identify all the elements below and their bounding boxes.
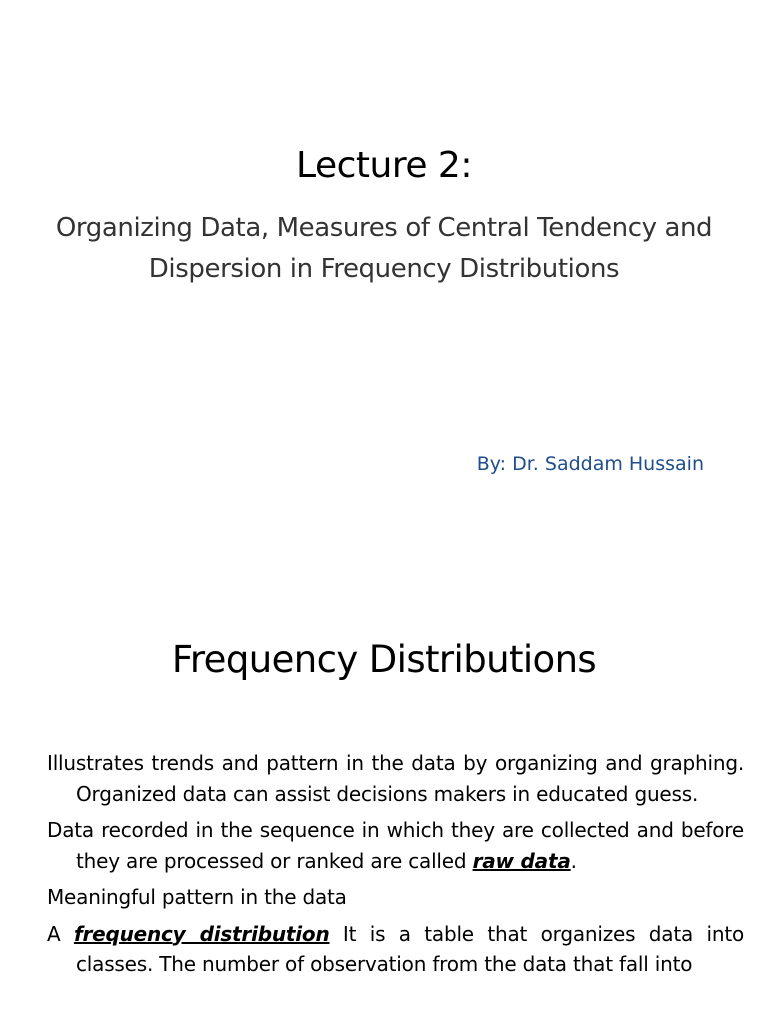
lecture-title: Lecture 2: bbox=[296, 145, 472, 186]
paragraph-text: Data recorded in the sequence in which they are collected and before they are processed or ranked are called bbox=[47, 818, 744, 873]
paragraph-text: . bbox=[570, 848, 577, 873]
section-title: Frequency Distributions bbox=[171, 638, 597, 681]
paragraph-text: A bbox=[47, 921, 74, 946]
author-credit: By: Dr. Saddam Hussain bbox=[476, 453, 704, 475]
paragraph-frequency-distribution bbox=[47, 919, 744, 980]
paragraph-trends: Illustrates trends and pattern in the data by organizing and graphing. Organized data can assist decisions makers in educated guess. bbox=[47, 751, 744, 806]
term-frequency-distribution: frequency distribution bbox=[73, 921, 330, 946]
lecture-subtitle: Organizing Data, Measures of Central Tendency and Dispersion in Frequency Distributions bbox=[55, 213, 713, 284]
paragraph-text: It is a table that organizes data into classes. The number of observation from the data that fall into bbox=[76, 921, 744, 976]
content-slide bbox=[0, 576, 768, 1024]
slide-body bbox=[47, 748, 744, 986]
paragraph-raw-data bbox=[47, 815, 744, 876]
paragraph-meaningful-pattern: Meaningful pattern in the data bbox=[47, 885, 347, 909]
term-raw-data: raw data bbox=[472, 848, 571, 873]
